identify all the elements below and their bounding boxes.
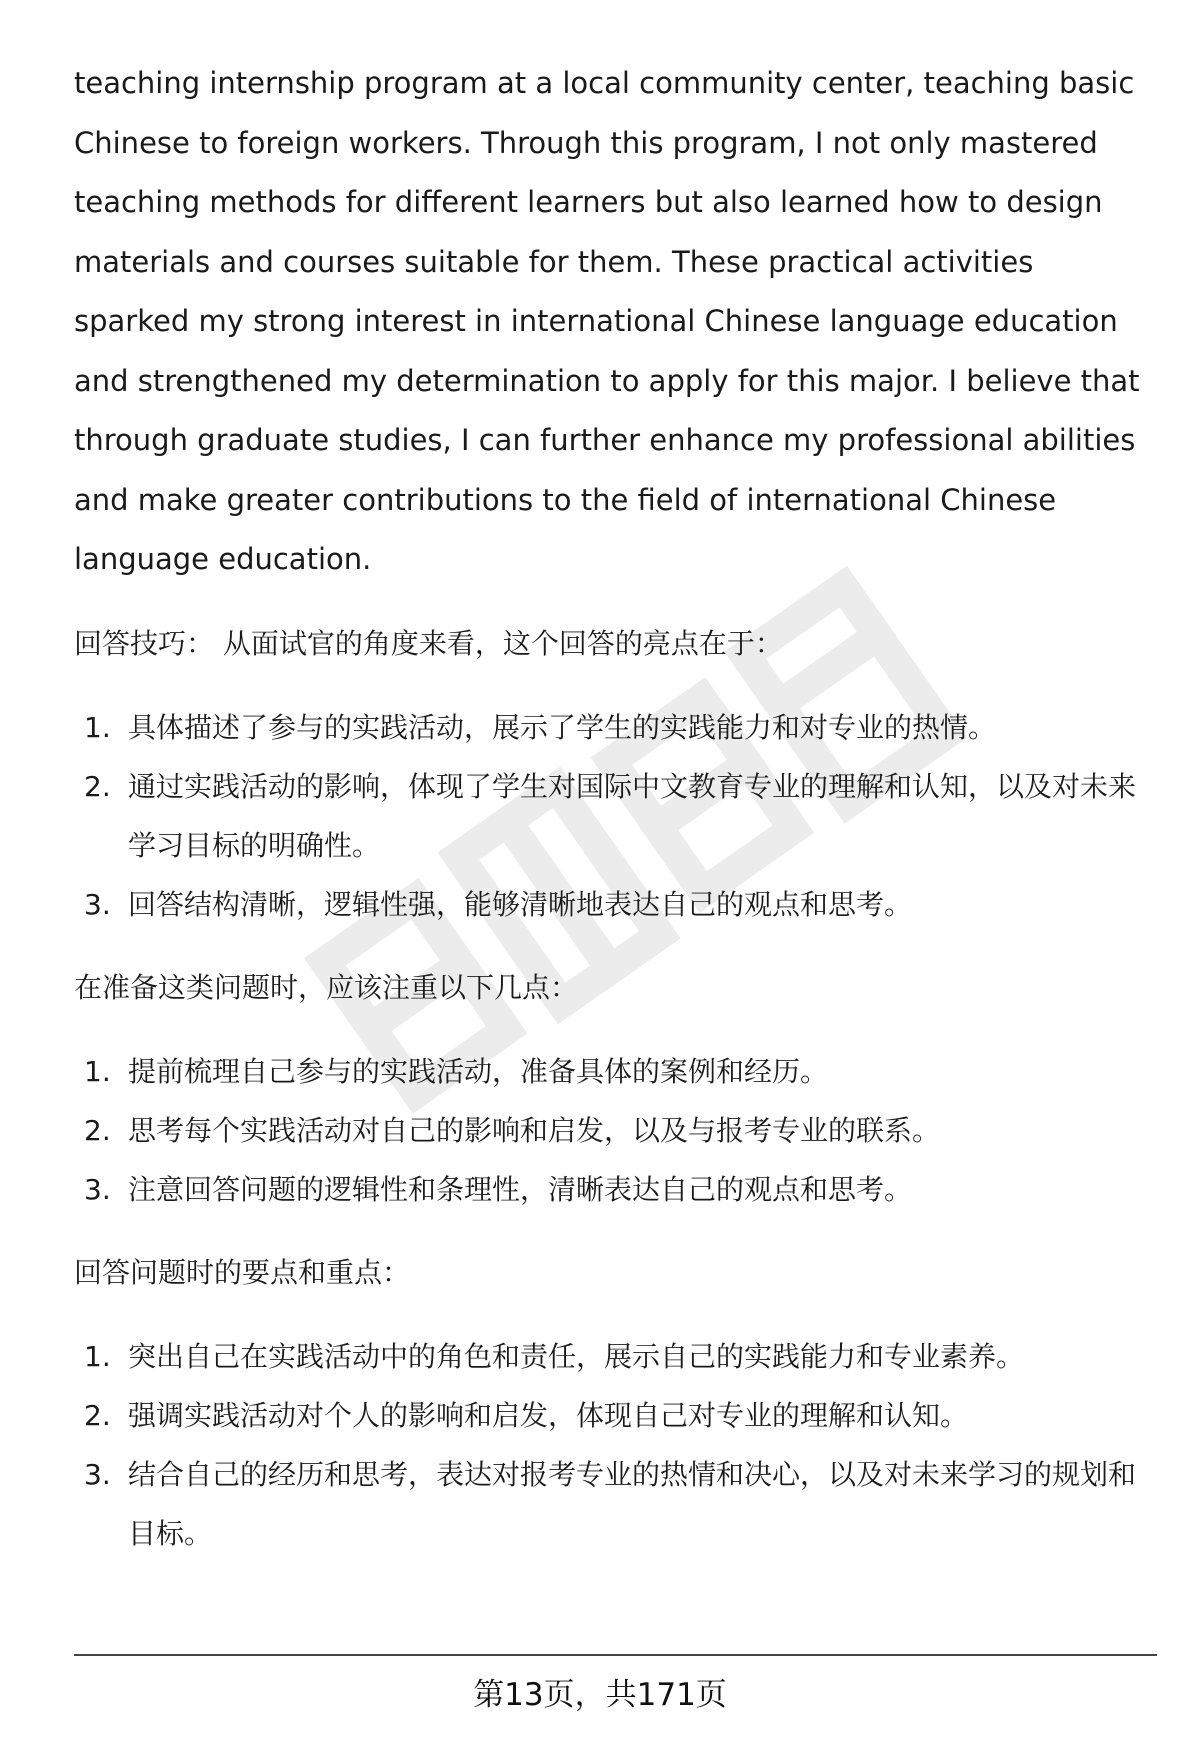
list-item-text: 突出自己在实践活动中的角色和责任，展示自己的实践能力和专业素养。 xyxy=(128,1339,1025,1373)
section-heading-preparation: 在准备这类问题时，应该注重以下几点： xyxy=(74,970,579,1004)
section-heading-key-points: 回答问题时的要点和重点： xyxy=(74,1255,411,1289)
list-item xyxy=(74,1386,1144,1445)
list-item xyxy=(74,698,1144,757)
list-item xyxy=(74,757,1144,875)
list-item-text: 结合自己的经历和思考，表达对报考专业的热情和决心，以及对未来学习的规划和目标。 xyxy=(128,1457,1137,1550)
key-points-list xyxy=(74,1327,1144,1563)
list-number: 2. xyxy=(84,1398,111,1432)
list-item xyxy=(74,1327,1144,1386)
list-item xyxy=(74,1101,1144,1160)
footer-divider xyxy=(74,1654,1157,1656)
list-number: 2. xyxy=(84,1113,111,1147)
list-number: 3. xyxy=(84,1457,111,1491)
list-item-text: 强调实践活动对个人的影响和启发，体现自己对专业的理解和认知。 xyxy=(128,1398,969,1432)
body-paragraph: teaching internship program at a local community center, teaching basic Chinese to foreign workers. Through this program, I not only mastered teaching methods for different learners but also learned how to design materials and courses suitable for them. These practical activities sparked my strong interest in international Chinese language education and strengthened my determination to apply for this major. I believe that through graduate studies, I can further enhance my professional abilities and make greater contributions to the field of international Chinese language education. xyxy=(74,66,1140,576)
list-item xyxy=(74,875,1144,934)
list-item xyxy=(74,1160,1144,1219)
list-item xyxy=(74,1445,1144,1563)
preparation-list xyxy=(74,1042,1144,1219)
list-item-text: 回答结构清晰，逻辑性强，能够清晰地表达自己的观点和思考。 xyxy=(128,887,913,921)
page-number-footer: 第13页，共171页 xyxy=(473,1677,727,1713)
list-number: 3. xyxy=(84,1172,111,1206)
section-heading-answer-tips: 回答技巧： 从面试官的角度来看，这个回答的亮点在于： xyxy=(74,626,783,660)
list-number: 1. xyxy=(84,1054,111,1088)
list-item-text: 通过实践活动的影响，体现了学生对国际中文教育专业的理解和认知，以及对未来学习目标的明确性。 xyxy=(128,769,1137,862)
list-item-text: 具体描述了参与的实践活动，展示了学生的实践能力和对专业的热情。 xyxy=(128,710,997,744)
list-number: 2. xyxy=(84,769,111,803)
list-item xyxy=(74,1042,1144,1101)
list-item-text: 提前梳理自己参与的实践活动，准备具体的案例和经历。 xyxy=(128,1054,829,1088)
list-number: 1. xyxy=(84,1339,111,1373)
list-number: 1. xyxy=(84,710,111,744)
list-number: 3. xyxy=(84,887,111,921)
document-page xyxy=(74,54,1144,1563)
list-item-text: 思考每个实践活动对自己的影响和启发，以及与报考专业的联系。 xyxy=(128,1113,941,1147)
list-item-text: 注意回答问题的逻辑性和条理性，清晰表达自己的观点和思考。 xyxy=(128,1172,913,1206)
answer-tips-list xyxy=(74,698,1144,934)
